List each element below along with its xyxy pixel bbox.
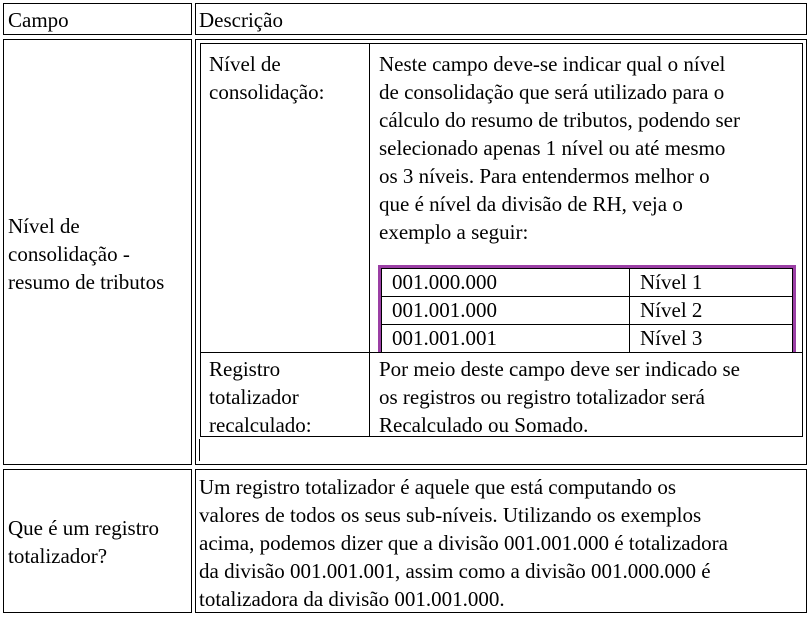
field1-desc-line: os 3 níveis. Para entendermos melhor o bbox=[379, 164, 710, 188]
example-level: Nível 2 bbox=[640, 298, 703, 322]
field2-desc-line: os registros ou registro totalizador será bbox=[379, 385, 705, 409]
row2-campo bbox=[8, 514, 159, 570]
field1-label-cell bbox=[200, 43, 370, 353]
row2-desc-line: valores de todos os seus sub-níveis. Utilizando os exemplos bbox=[199, 503, 702, 527]
example-code: 001.001.001 bbox=[392, 326, 497, 350]
field1-label bbox=[209, 50, 324, 106]
field2-desc-line: Recalculado ou Somado. bbox=[379, 413, 589, 437]
row2-campo-line: Que é um registro bbox=[8, 516, 160, 540]
field1-desc bbox=[379, 50, 740, 246]
field1-label-line: consolidação: bbox=[209, 80, 325, 104]
header-campo-cell bbox=[3, 3, 192, 35]
field2-label-line: totalizador bbox=[209, 385, 299, 409]
header-campo: Campo bbox=[8, 8, 69, 32]
field2-desc-line: Por meio deste campo deve ser indicado se bbox=[379, 357, 740, 381]
field1-desc-line: que é nível da divisão de RH, veja o bbox=[379, 192, 683, 216]
row2-campo-line: totalizador? bbox=[8, 544, 108, 568]
field1-desc-line: exemplo a seguir: bbox=[379, 220, 529, 244]
field2-label-line: Registro bbox=[209, 357, 281, 381]
field1-desc-line: Neste campo deve-se indicar qual o nível bbox=[379, 52, 726, 76]
row1-campo-cell bbox=[3, 39, 192, 465]
field2-desc bbox=[379, 355, 740, 439]
example-level: Nível 3 bbox=[640, 326, 703, 350]
field2-label-line: recalculado: bbox=[209, 413, 312, 437]
row1-descricao-cell bbox=[195, 39, 807, 465]
row2-desc-line: acima, podemos dizer que a divisão 001.001.000 é totalizadora bbox=[199, 531, 728, 555]
header-descricao-cell bbox=[195, 3, 807, 35]
field1-desc-line: de consolidação que será utilizado para o bbox=[379, 80, 725, 104]
example-code: 001.001.000 bbox=[392, 298, 497, 322]
field1-label-line: Nível de bbox=[209, 52, 281, 76]
field1-desc-line: selecionado apenas 1 nível ou até mesmo bbox=[379, 136, 726, 160]
field2-label bbox=[209, 355, 312, 439]
field1-desc-line: cálculo do resumo de tributos, podendo ser bbox=[379, 108, 740, 132]
row1-campo-line: consolidação - bbox=[8, 242, 130, 266]
row1-campo-line: resumo de tributos bbox=[8, 270, 165, 294]
row2-descricao-cell bbox=[195, 469, 807, 613]
row2-campo-cell bbox=[3, 469, 192, 613]
field2-desc-cell bbox=[369, 352, 803, 437]
row1-campo bbox=[8, 212, 164, 296]
inner-table bbox=[200, 43, 803, 437]
header-descricao: Descrição bbox=[199, 8, 283, 32]
row2-desc-line: totalizadora da divisão 001.001.000. bbox=[199, 587, 505, 611]
example-table bbox=[381, 268, 793, 353]
field2-label-cell bbox=[200, 352, 370, 437]
example-level: Nível 1 bbox=[640, 270, 703, 294]
example-highlight-box bbox=[378, 265, 796, 356]
row2-desc bbox=[199, 473, 728, 613]
example-code: 001.000.000 bbox=[392, 270, 497, 294]
field1-desc-cell bbox=[369, 43, 803, 353]
empty-cell bbox=[199, 439, 201, 461]
row2-desc-line: Um registro totalizador é aquele que está computando os bbox=[199, 475, 677, 499]
row1-campo-line: Nível de bbox=[8, 214, 80, 238]
row2-desc-line: da divisão 001.001.001, assim como a divisão 001.000.000 é bbox=[199, 559, 711, 583]
